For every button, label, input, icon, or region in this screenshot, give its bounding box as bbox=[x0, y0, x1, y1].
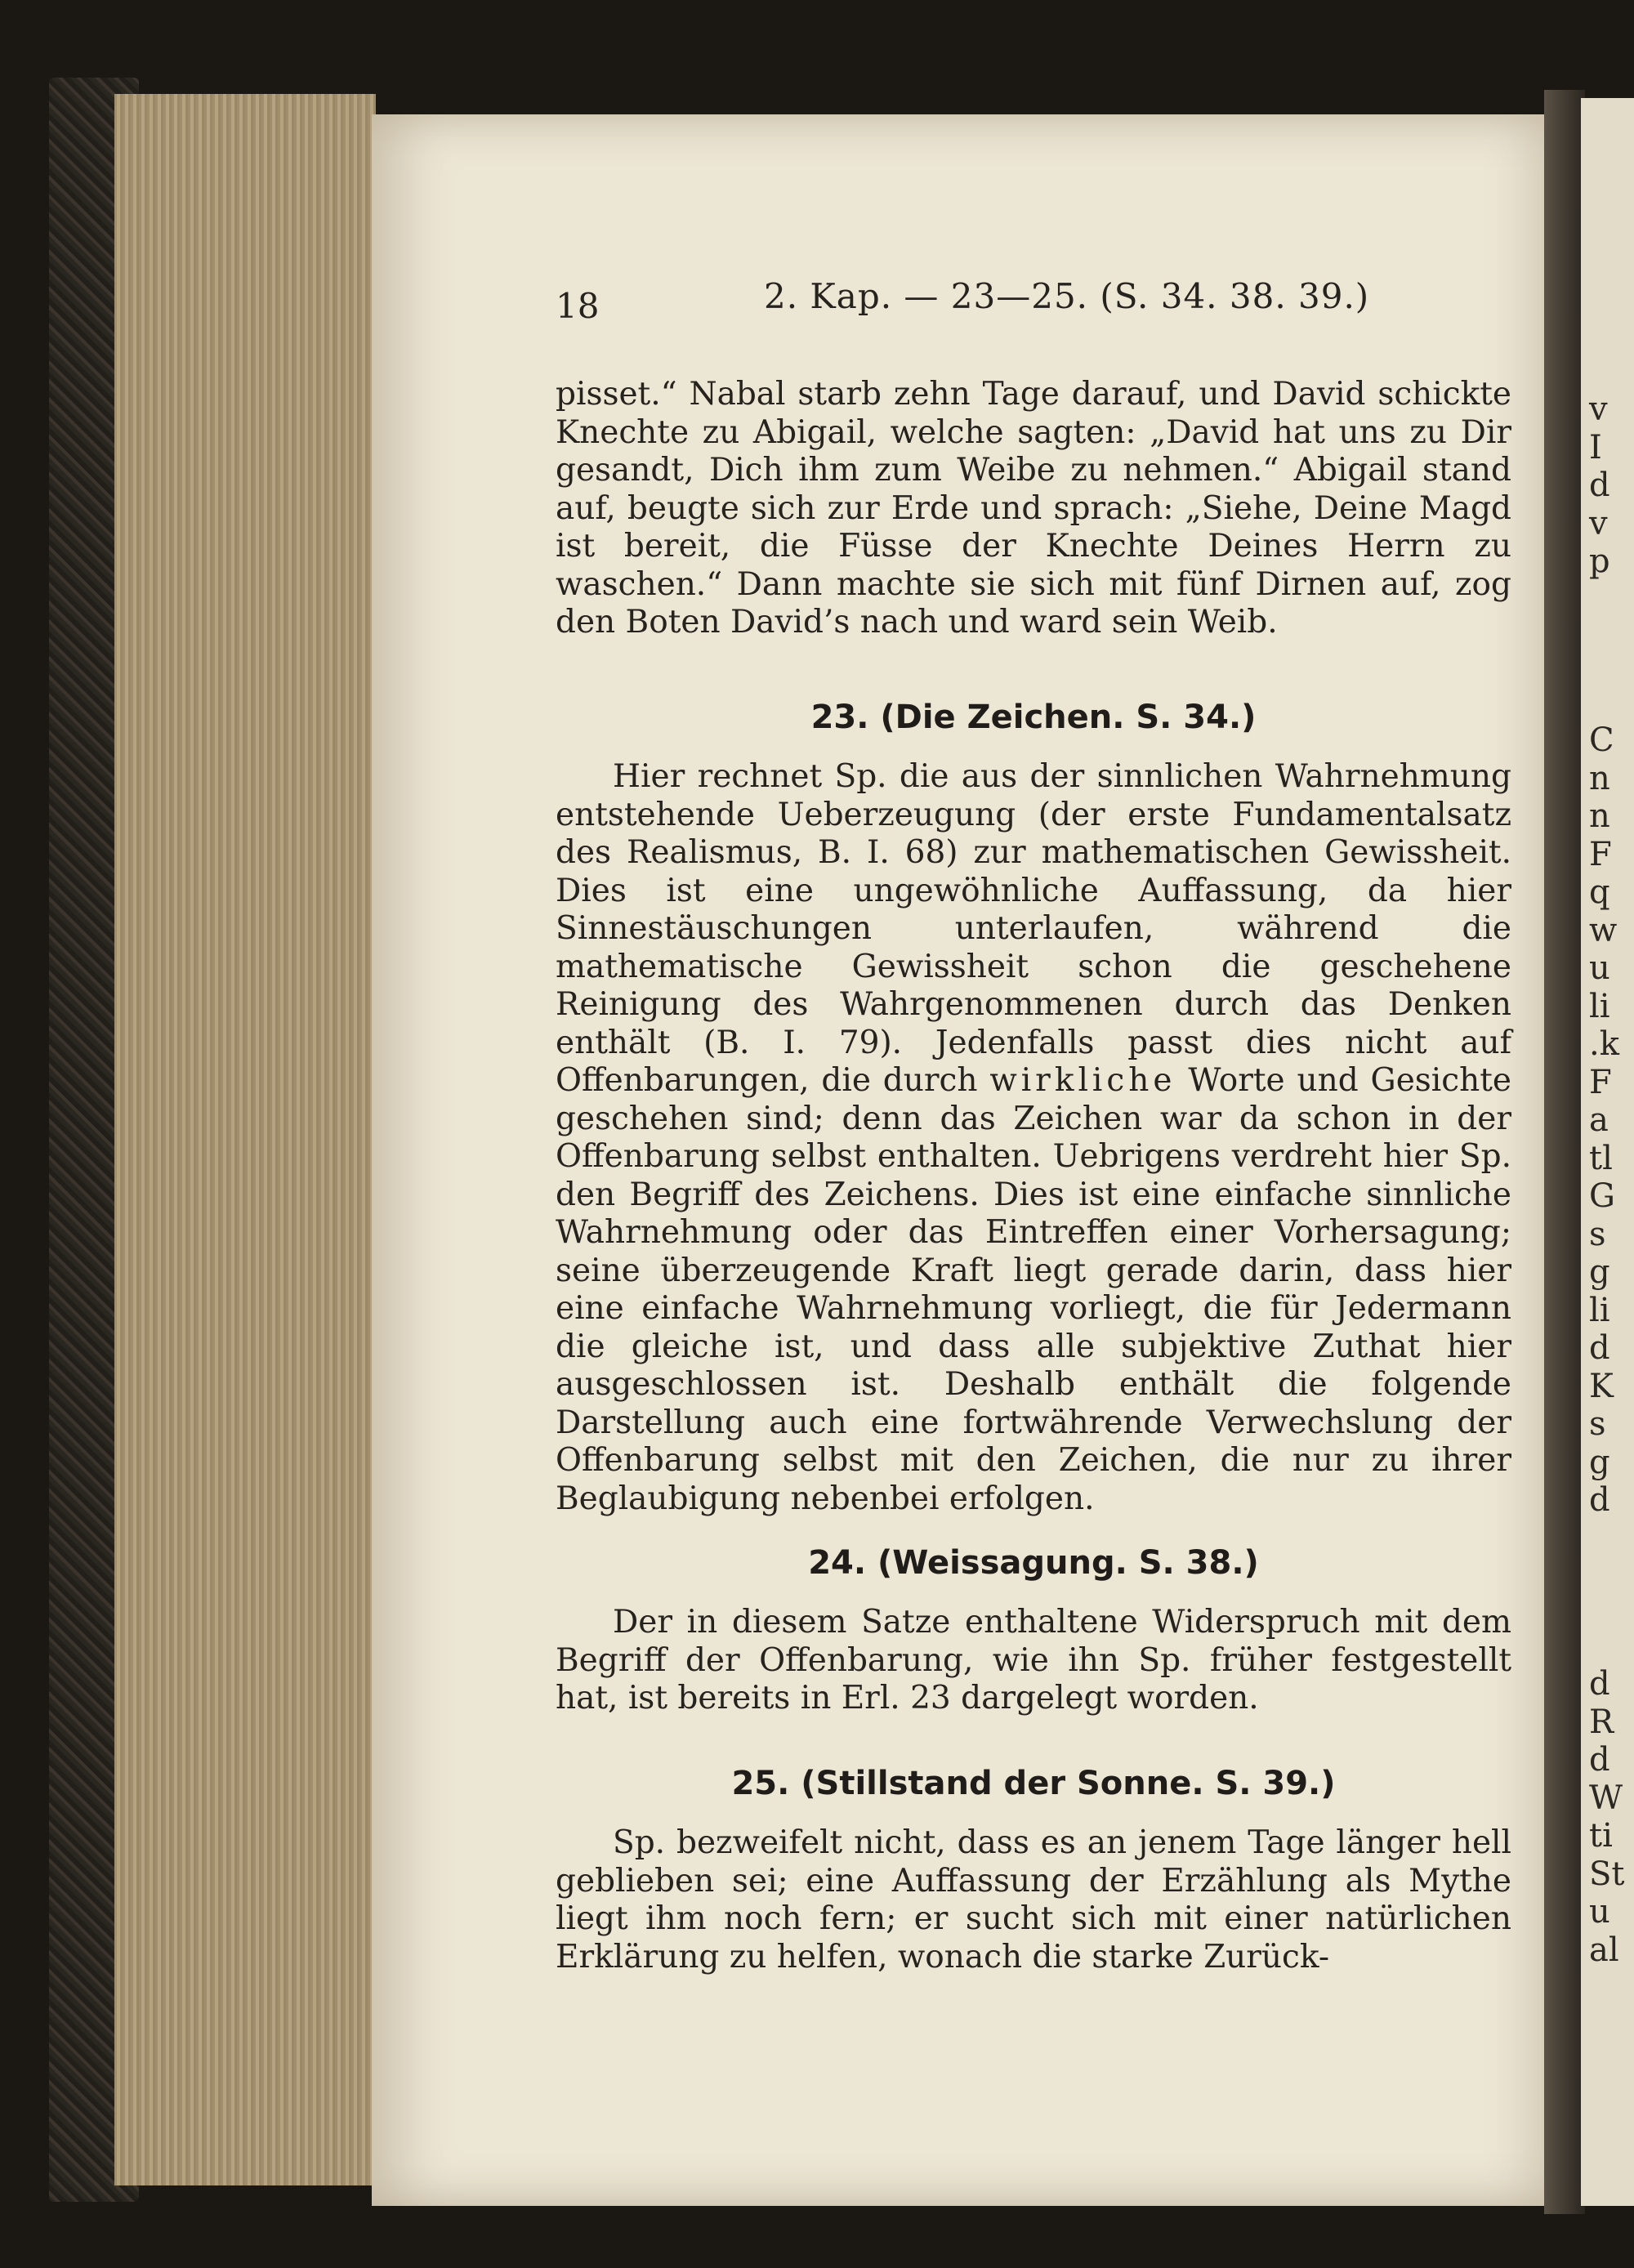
section-23-text bbox=[556, 758, 1511, 1518]
facing-fragment: d bbox=[1589, 1665, 1610, 1703]
facing-fragment: u bbox=[1589, 949, 1610, 987]
facing-fragment: d bbox=[1589, 467, 1610, 504]
facing-fragment: tl bbox=[1589, 1140, 1613, 1177]
facing-fragment: d bbox=[1589, 1329, 1610, 1367]
section-25-text: Sp. bezweifelt nicht, dass es an jenem Tage länger hell geblieben sei; eine Auffassung der Erzählung als Mythe liegt ihm noch fern; er sucht sich mit einer natürlichen Erklärung zu helfen, wonach die starke Zurück- bbox=[556, 1824, 1511, 1976]
section-heading-25: 25. (Stillstand der Sonne. S. 39.) bbox=[731, 1765, 1336, 1802]
section-23-emphasis: wirkliche bbox=[989, 1062, 1176, 1099]
section-23-text-after: Worte und Gesichte geschehen sind; denn das Zeichen war da schon in der Offenbarung selbst enthalten. Uebrigens verdreht hier Sp. den Begriff des Zeichens. Dies ist eine einfache sinnliche Wahrnehmung oder das Eintreffen einer Vorhersagung; seine überzeugende Kraft liegt gerade darin, dass hier eine einfache Wahrnehmung vorliegt, die für Jedermann die gleiche ist, und dass alle subjektive Zuthat hier ausgeschlossen ist. Deshalb enthält die folgende Darstellung auch eine fortwährende Verwechslung der Offenbarung selbst mit den Zeichen, die nur zu ihrer Beglaubigung nebenbei erfolgen. bbox=[556, 1062, 1511, 1517]
page-header bbox=[556, 276, 1511, 335]
facing-fragment: a bbox=[1589, 1101, 1609, 1139]
facing-fragment: g bbox=[1589, 1444, 1610, 1481]
facing-fragment: K bbox=[1589, 1368, 1614, 1405]
facing-fragment: C bbox=[1589, 721, 1614, 759]
facing-fragment: n bbox=[1589, 797, 1610, 835]
facing-fragment: d bbox=[1589, 1741, 1610, 1779]
facing-fragment: St bbox=[1589, 1855, 1625, 1893]
facing-fragment: F bbox=[1589, 1064, 1612, 1101]
facing-fragment: .k bbox=[1589, 1025, 1619, 1063]
book-gutter bbox=[1544, 90, 1585, 2214]
facing-fragment: n bbox=[1589, 760, 1610, 797]
page-edges bbox=[114, 94, 376, 2185]
section-24-paragraph bbox=[556, 1604, 1511, 1718]
section-heading-23: 23. (Die Zeichen. S. 34.) bbox=[810, 699, 1257, 736]
facing-fragment: li bbox=[1589, 1292, 1610, 1329]
section-24-text: Der in diesem Satze enthaltene Widerspruch mit dem Begriff der Offenbarung, wie ihn Sp. früher festgestellt hat, ist bereits in Erl. 23 dargelegt worden. bbox=[556, 1604, 1511, 1717]
facing-fragment: li bbox=[1589, 988, 1610, 1025]
facing-fragment: u bbox=[1589, 1893, 1610, 1931]
facing-fragment: ti bbox=[1589, 1817, 1613, 1855]
facing-fragment: R bbox=[1589, 1703, 1614, 1741]
facing-fragment: w bbox=[1589, 912, 1618, 949]
facing-fragment: v bbox=[1589, 391, 1608, 428]
facing-fragment: F bbox=[1589, 836, 1612, 873]
section-23-paragraph bbox=[556, 758, 1511, 1518]
running-head: 2. Kap. — 23—25. (S. 34. 38. 39.) bbox=[764, 276, 1370, 316]
facing-fragment: I bbox=[1589, 429, 1602, 467]
facing-fragment: s bbox=[1589, 1216, 1606, 1253]
facing-fragment: g bbox=[1589, 1253, 1610, 1291]
facing-fragment: s bbox=[1589, 1405, 1606, 1443]
facing-fragment: G bbox=[1589, 1177, 1615, 1215]
facing-fragment: d bbox=[1589, 1481, 1610, 1519]
facing-fragment: W bbox=[1589, 1779, 1623, 1817]
facing-fragment: q bbox=[1589, 873, 1610, 911]
facing-fragment: al bbox=[1589, 1931, 1619, 1969]
section-heading-24: 24. (Weissagung. S. 38.) bbox=[808, 1544, 1259, 1582]
page-number: 18 bbox=[556, 286, 600, 326]
intro-paragraph bbox=[556, 376, 1511, 642]
facing-fragment: v bbox=[1589, 505, 1608, 542]
intro-text: pisset.“ Nabal starb zehn Tage darauf, und David schickte Knechte zu Abigail, welche sagten: „David hat uns zu Dir gesandt, Dich ihm zum Weibe zu nehmen.“ Abigail stand auf, beugte sich zur Erde und sprach: „Siehe, Deine Magd ist bereit, die Füsse der Knechte Deines Herrn zu waschen.“ Dann machte sie sich mit fünf Dirnen auf, zog den Boten David’s nach und ward sein Weib. bbox=[556, 376, 1511, 641]
facing-fragment: p bbox=[1589, 542, 1610, 580]
section-23-text-before: Hier rechnet Sp. die aus der sinnlichen Wahrnehmung entstehende Ueberzeugung (der erste Fundamentalsatz des Realismus, B. I. 68) zur mathematischen Gewissheit. Dies ist eine ungewöhnliche Auffassung, da hier Sinnestäuschungen unterlaufen, während die mathematische Gewissheit schon die geschehene Reinigung des Wahrgenommenen durch das Denken enthält (B. I. 79). Jedenfalls passt dies nicht auf Offenbarungen, die durch bbox=[556, 758, 1511, 1099]
section-25-paragraph bbox=[556, 1824, 1511, 1976]
